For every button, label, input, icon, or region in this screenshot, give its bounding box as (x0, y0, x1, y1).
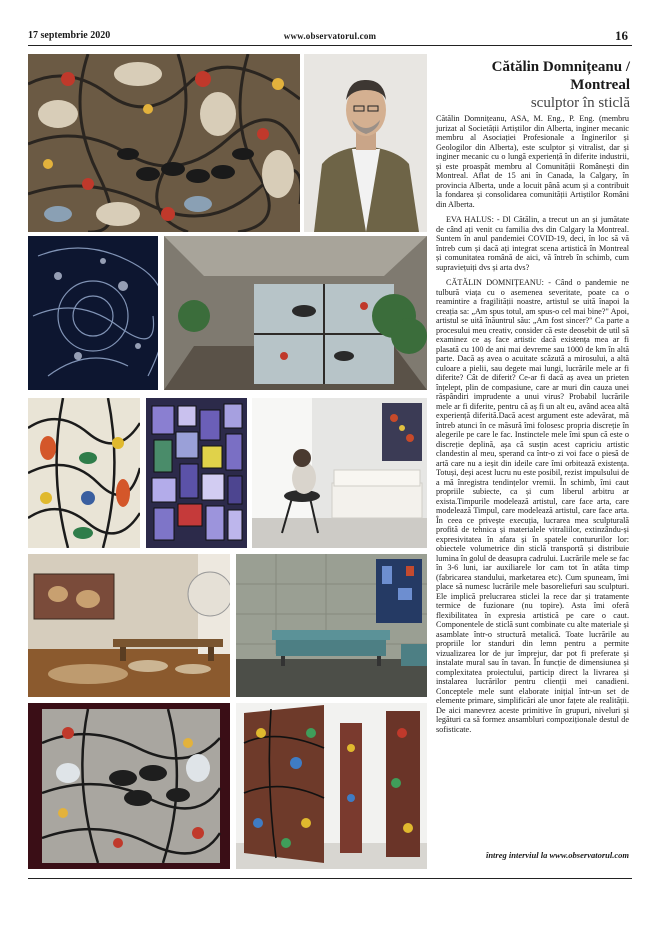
purple-grid-panel-photo (146, 398, 247, 548)
colorful-panel-photo (28, 398, 140, 548)
stained-glass-wall-photo (28, 54, 300, 232)
issue-date: 17 septembrie 2020 (28, 30, 111, 41)
header-rule (28, 45, 632, 46)
answer-paragraph: CĂTĂLIN DOMNIȚEANU: - Când o pandemie ne tulbură viața cu o asemenea severitate, poate ca o reamintire a fragilității noastre, artistul se uită înapoi la creația sa: „Am spus totul, am spus-o cel mai bine?" Apoi, artistul se uită înăuntrul său: „Am fost sincer?" Ca parte a procesului meu creativ, consider că este deosebit de util să examinez ce aș face artistic dacă existența mea ar fi plasată cu 100 de ani mai devreme sau 1000 de km în altă parte. Dacă aș avea o acuitate scăzută a mirosului, a altă culoare a pielii, sau degete mai lungi, lucrările mele ar fi diferite? Cât de diferit? Ce-ar fi dacă aș avea un prieten înțelept, plin de compasiune, care ar muri din cauza unei răspândiri imprudente a unui virus? Probabil lucrările mele ar fi diferite, pentru că aș fi un alt eu, având acea altă experiență diferită.Dacă acest argument este adevărat, mă întreb atunci în ce măsură îmi folosesc propria discreție în alegerile pe care le fac. Instinctele mele îmi spun că este o discreție deplină, așa că susțin acest capriciu artistic clandestin al meu, sperand ca într-o zi voi face o piesă de artă care nu a ieșit din ideile care îmi orbitează existența. Totuși, deși acest lucru nu este posibil, rezist impulsului de a mă înregistra tendințelor vremii. În schimb, îmi caut propriile subiecte, ca și cum liberul arbitru ar exista.Timpurile modelează artistul, care face arta, care modelează Timpul, care modelează artistul, care face arta. În ceea ce privește execuția, lucrarea mea sculpturală profită de tehnica și materialele vitraliilor, extinzându-și expresivitatea în afara și în spatele contururilor lor: obiectele volumetrice din sticlă transportă și distribuie lumina în golul de deasupra cadrului. Lucrările mele se fac în 3-6 luni, iar auxiliarele lor cam tot în atâta timp (fabricarea standului, marketarea etc). Cum spuneam, îmi place să numesc lucrările mele basoreliefuri sau sculpturi. Ele implică prelucrarea sticlei la rece dar și tratamente termice de fuzionare (nu topire). Asta îmi oferă flexibilitatea în expresia artistică pe care o caut. Componentele de sticlă sunt combinate cu alte materiale și asamblate într-o structură metalică. Toate lucrările au propriile lor standuri din lemn pentru a permite vizualizarea lor de jur împrejur, dar pot fi preferate și instalate mural sau în tavan. În funcție de dimensiunea și complexitatea proiectului, particip direct la livrarea și instalarea lucrărilor pentru clienții mei canadieni. Conceptele mele sunt elaborate inițial într-un set de elemente primare, simplificări ale unor fațete ale realității. De aici manevrez aceste primitive în grupuri, niveluri și legături ca să formez ansambluri compoziționale destul de sofisticate. (436, 278, 629, 734)
teal-sofa-room-photo (236, 554, 427, 697)
mirror-glass-sculpture-photo (28, 703, 230, 869)
article-title: Cătălin Domnițeanu / Montreal (491, 59, 630, 93)
gallery-glass-panels-photo (236, 703, 427, 869)
dark-blue-glass-panel-photo (28, 236, 158, 390)
woman-in-chair-room-photo (252, 398, 427, 548)
wooden-room-interior-photo (28, 554, 230, 697)
question-paragraph: EVA HALUS: - Dl Cătălin, a trecut un an și jumătate de când ați venit cu familia dvs din Calgary la Montreal. Suntem în anul pandemiei COVID-19, deci, în loc să vă întreb cum și dacă ați integrat scena artistică în Montreal și comunitatea română de aici, vă întreb în schimb, cum supraviețuiți dvs și arta dvs? (436, 215, 629, 272)
article-subtitle: sculptor în sticlă (530, 95, 630, 111)
article-header (436, 58, 630, 113)
intro-paragraph: Cătălin Domnițeanu, ASA, M. Eng., P. Eng. (membru jurizat al Societății Artiștilor din Alberta, inginer mecanic membru al Asociației Profesionale a Inginerilor și Geologilor din Alberta), este sculptor și vitralist, dar și inginer mecanic cu o lungă experiență în diferite industrii, și este proaspăt membru al Comunității Românești din Montreal. Aflat de 15 ani în Canada, la Calgary, în provincia Alberta, unde a locuit până acum și a contribuit la fondarea și consolidarea comunității Artiștilor Români din Alberta. (436, 114, 629, 209)
room-skylight-glass-photo (164, 236, 427, 390)
page-number: 16 (615, 28, 628, 43)
artist-portrait-photo (304, 54, 427, 232)
footer-rule (28, 878, 632, 879)
article-body (436, 114, 629, 740)
full-interview-link[interactable]: întreg interviul la www.observatorul.com (485, 850, 629, 860)
page-header (28, 28, 632, 46)
site-url[interactable]: www.observatorul.com (283, 31, 377, 41)
